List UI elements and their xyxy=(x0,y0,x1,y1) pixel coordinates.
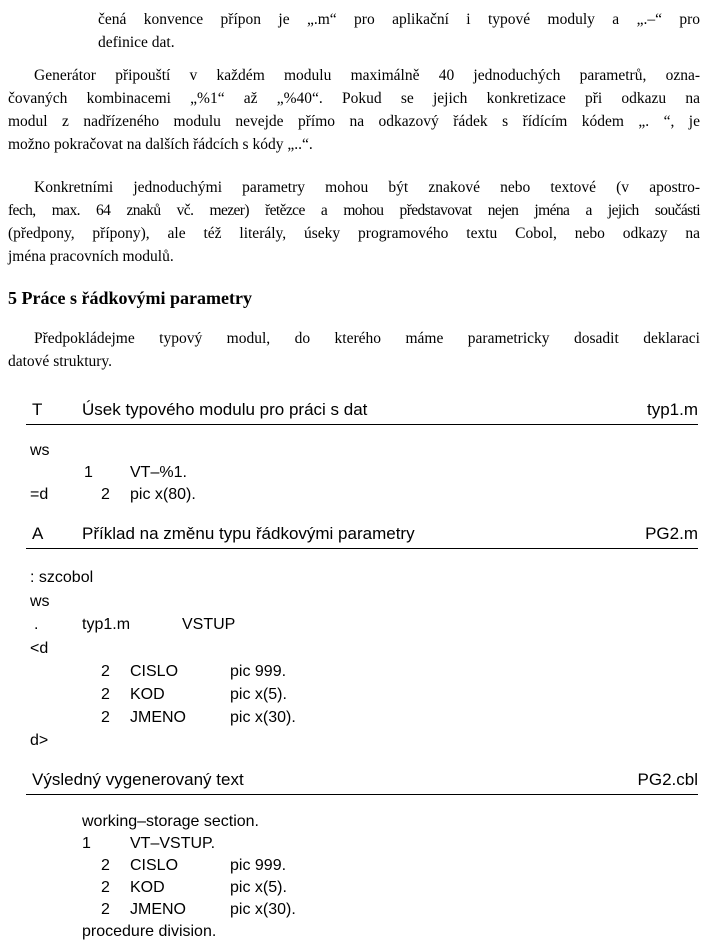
section-intro-line: datové struktury. xyxy=(8,353,113,370)
code-level-number: 2 xyxy=(101,486,110,503)
paragraph-3-line: Konkretními jednoduchými parametry mohou být znakové nebo textové (v apostro- xyxy=(34,179,700,196)
box1-title: Úsek typového modulu pro práci s dat xyxy=(82,400,368,419)
code-field-name: KOD xyxy=(130,686,165,703)
box2-type-code: A xyxy=(32,524,44,543)
code-level-number: 2 xyxy=(101,901,110,918)
paragraph-2-line: čovaných kombinacemi „%1“ až „%40“. Pokud se jejich konkretizace při odkazu na xyxy=(8,90,700,107)
code-field-name: JMENO xyxy=(130,709,186,726)
code-field-name: CISLO xyxy=(130,857,179,874)
box3-filename: PG2.cbl xyxy=(637,770,698,789)
code-line: pic x(80). xyxy=(130,486,196,503)
code-param: VSTUP xyxy=(182,616,236,633)
code-level-number: 2 xyxy=(101,879,110,896)
code-line: procedure division. xyxy=(82,923,217,940)
box2-header xyxy=(26,518,698,549)
code-level-number: 2 xyxy=(101,857,110,874)
paragraph-1-line: definice dat. xyxy=(98,34,175,51)
code-field-pic: pic x(30). xyxy=(230,901,296,918)
box1-header xyxy=(26,394,698,425)
box1-type-code: T xyxy=(32,400,43,419)
paragraph-2-line: Generátor připouští v každém modulu maximálně 40 jednoduchých parametrů, ozna- xyxy=(34,67,700,84)
code-prefix: =d xyxy=(30,486,49,503)
code-field-name: JMENO xyxy=(130,901,186,918)
code-line: working–storage section. xyxy=(82,813,259,830)
box2-filename: PG2.m xyxy=(645,524,698,543)
code-line: VT–%1. xyxy=(130,464,187,481)
code-field-pic: pic x(5). xyxy=(230,686,287,703)
section-intro xyxy=(8,327,700,373)
code-field-pic: pic x(30). xyxy=(230,709,296,726)
code-field-pic: pic 999. xyxy=(230,857,287,874)
paragraph-3-line: (předpony, přípony), ale též literály, úseky programového textu Cobol, nebo odkazy na xyxy=(8,225,700,242)
code-level-number: 1 xyxy=(84,464,93,481)
code-line: VT–VSTUP. xyxy=(130,835,216,852)
box3-header xyxy=(26,764,698,795)
code-field-pic: pic x(5). xyxy=(230,879,287,896)
code-prefix: . xyxy=(34,616,39,633)
box1-filename: typ1.m xyxy=(646,400,698,419)
section-heading: 5 Práce s řádkovými parametry xyxy=(8,288,252,308)
code-level-number: 2 xyxy=(101,663,110,680)
box3-title: Výsledný vygenerovaný text xyxy=(32,770,244,789)
code-field-name: KOD xyxy=(130,879,165,896)
code-field-pic: pic 999. xyxy=(230,663,287,680)
paragraph-1-line: čená konvence přípon je „.m“ pro aplikační i typové moduly a „.–“ pro xyxy=(98,11,700,28)
paragraph-2-line: modul z nadřízeného modulu nevejde přímo na odkazový řádek s řídícím kódem „. “, je xyxy=(8,113,700,130)
paragraph-3-line: fech, max. 64 znaků vč. mezer) řetězce a mohou představovat nejen jména a jejich součásti xyxy=(8,202,700,219)
code-line: d> xyxy=(30,732,49,749)
code-level-number: 1 xyxy=(82,835,91,852)
paragraph-2-line: možno pokračovat na dalších řádcích s kódy „..“. xyxy=(8,136,313,153)
paragraph-1 xyxy=(98,8,700,54)
paragraph-2 xyxy=(8,64,700,156)
section-intro-line: Předpokládejme typový modul, do kterého máme parametricky dosadit deklaraci xyxy=(34,330,700,347)
code-level-number: 2 xyxy=(101,686,110,703)
code-module-name: typ1.m xyxy=(82,616,131,633)
code-line: <d xyxy=(30,640,49,657)
box2-title: Příklad na změnu typu řádkovými parametry xyxy=(82,524,415,543)
paragraph-3-line: jména pracovních modulů. xyxy=(8,248,174,265)
code-line: : szcobol xyxy=(30,569,94,586)
code-line: ws xyxy=(30,593,50,610)
paragraph-3 xyxy=(8,176,700,268)
code-field-name: CISLO xyxy=(130,663,179,680)
code-level-number: 2 xyxy=(101,709,110,726)
code-line: ws xyxy=(30,442,50,459)
